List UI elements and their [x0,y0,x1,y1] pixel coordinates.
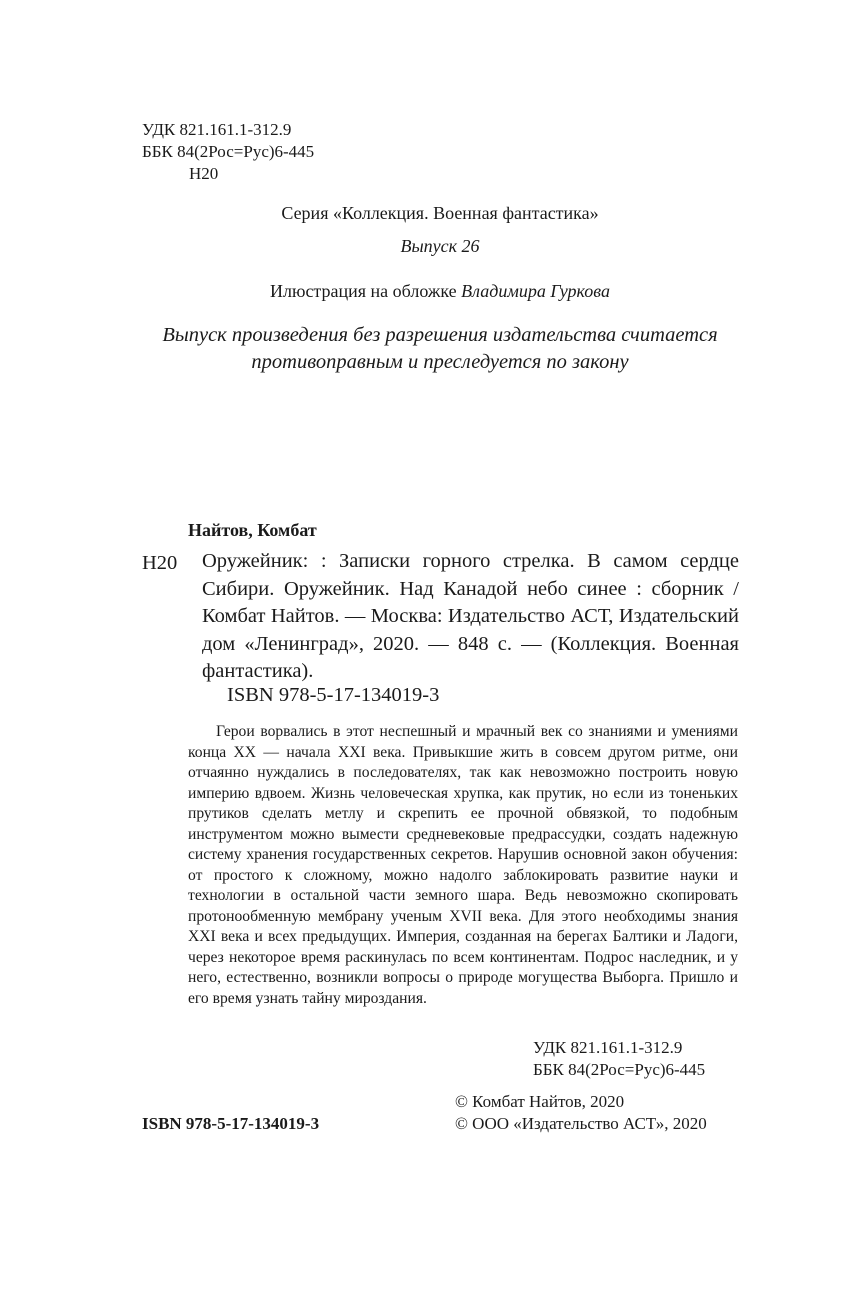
isbn-bold: ISBN 978-5-17-134019-3 [142,1114,320,1133]
series-issue: Выпуск 26 [400,236,480,256]
author-mark: Н20 [189,164,219,183]
illustration-artist: Владимира Гуркова [461,281,610,301]
series-title: Серия «Коллекция. Военная фантастика» [281,203,599,223]
footer-udk: УДК 821.161.1-312.9 [533,1038,683,1057]
record-mark: Н20 [142,552,178,574]
bbk-code: ББК 84(2Рос=Рус)6-445 [142,142,315,161]
udk-code: УДК 821.161.1-312.9 [142,120,292,139]
illustration-credit [0,281,845,302]
author-heading: Найтов, Комбат [188,520,317,540]
copyright-publisher: © ООО «Издательство АСТ», 2020 [455,1114,707,1133]
record-isbn: ISBN 978-5-17-134019-3 [227,684,440,706]
illustration-label: Илюстрация на обложке [270,281,462,301]
copyright-notice: Выпуск произведения без разрешения издательства считается противоправным и преследуется по закону [162,324,718,373]
bibliographic-description: Оружейник: : Записки горного стрелка. В самом сердце Сибири. Оружейник. Над Канадой небо синее : сборник / Комбат Найтов. — Москва: Издательство АСТ, Издательский дом «Ленинград», 2020. — 848 с. — (Коллекция. Военная фантастика). [202,550,739,682]
footer-bbk: ББК 84(2Рос=Рус)6-445 [533,1060,706,1079]
copyright-author: © Комбат Найтов, 2020 [455,1092,625,1111]
annotation: Герои ворвались в этот неспешный и мрачный век со знаниями и умениями конца XX — начала XXI века. Привыкшие жить в совсем другом ритме, они отчаянно нуждались в последователях, так как невозможно построить новую империю вдвоем. Жизнь человеческая хрупка, как прутик, но если из тоненьких прутиков сделать метлу и скрепить ее прочной обвязкой, то подобным инструментом можно вымести средневековые предрассудки, создать надежную систему хранения государственных секретов. Нарушив основной закон обучения: от простого к сложному, можно надолго заблокировать развитие науки и технологии в остальной части земного шара. Ведь невозможно скопировать протонообменную мембрану ученым XVII века. Для этого необходимы знания XXI века и всех предыдущих. Империя, созданная на берегах Балтики и Ладоги, через некоторое время раскинулась по всем континентам. Подрос наследник, и у него, естественно, возникли вопросы о природе могущества Выборга. Пришло и его время узнать тайну мироздания. [188,723,738,1007]
